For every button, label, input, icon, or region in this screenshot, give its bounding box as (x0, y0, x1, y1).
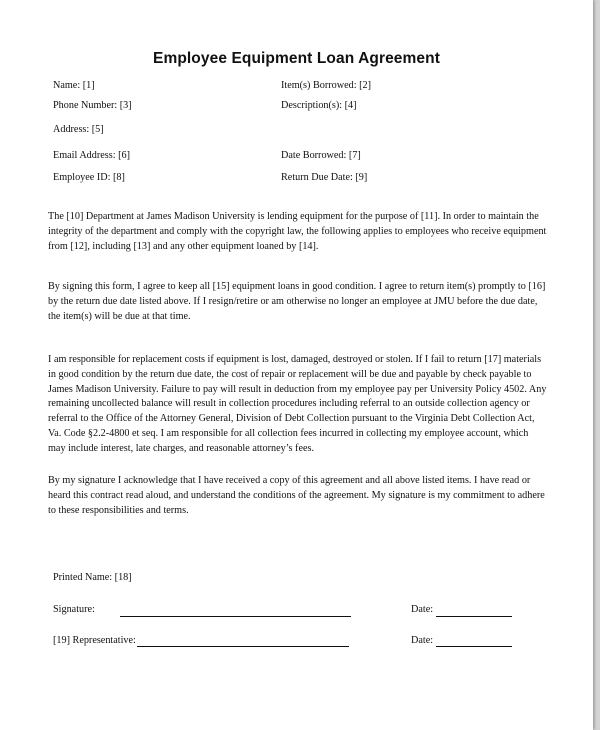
date-line-representative[interactable] (436, 646, 512, 647)
phone-number-field: Phone Number: [3] (53, 100, 132, 111)
document-title: Employee Equipment Loan Agreement (153, 50, 440, 67)
purpose-paragraph: The [10] Department at James Madison University is lending equipment for the purpose of [11]. In order to maintain the integrity of the department and comply with the copyright law, the following applies to employees who receive equipment from [12], including [13] and any other equipment loaned by [14]. (48, 211, 547, 252)
return-due-date-field: Return Due Date: [9] (281, 172, 368, 183)
representative-line[interactable] (137, 646, 349, 647)
date-borrowed-field: Date Borrowed: [7] (281, 150, 361, 161)
employee-id-field: Employee ID: [8] (53, 172, 125, 183)
date-line-signature[interactable] (436, 616, 512, 617)
printed-name-field: Printed Name: [18] (53, 572, 132, 583)
items-borrowed-field: Item(s) Borrowed: [2] (281, 80, 371, 91)
date-label-signature: Date: (411, 604, 434, 615)
acknowledgement-paragraph: By my signature I acknowledge that I have received a copy of this agreement and all above listed items. I have read or heard this contract read aloud, and understand the conditions of the agreement. My signature is my commitment to adhere to these responsibilities and terms. (48, 475, 545, 516)
signature-line[interactable] (120, 616, 351, 617)
agreement-paragraph: By signing this form, I agree to keep all [15] equipment loans in good condition. I agree to return item(s) promptly to [16] by the return due date listed above. If I resign/retire or am otherwise no longer an employee at JMU before the due date, the item(s) will be due at that time. (48, 281, 546, 322)
date-label-representative: Date: (411, 635, 434, 646)
address-field: Address: [5] (53, 124, 104, 135)
description-field: Description(s): [4] (281, 100, 357, 111)
responsibility-paragraph: I am responsible for replacement costs if equipment is lost, damaged, destroyed or stolen. If I fail to return [17] materials in good condition by the return due date, the cost of repair or replacement will be due and payable by check payable to James Madison University. Failure to pay will result in deduction from my employee pay per University Policy 4502. Any remaining uncollected balance will result in collection procedures including referral to an outside collection agency or referral to the Office of the Attorney General, Division of Debt Collection pursuant to the Virginia Debt Collection Act, Va. Code §2.2-4800 et seq. I am responsible for all collection fees incurred in collecting my employee account, which may include interest, late charges, and reasonable attorney’s fees. (48, 354, 547, 454)
signature-label: Signature: (53, 604, 95, 615)
representative-label: [19] Representative: (53, 635, 136, 646)
email-address-field: Email Address: [6] (53, 150, 130, 161)
name-field: Name: [1] (53, 80, 95, 91)
